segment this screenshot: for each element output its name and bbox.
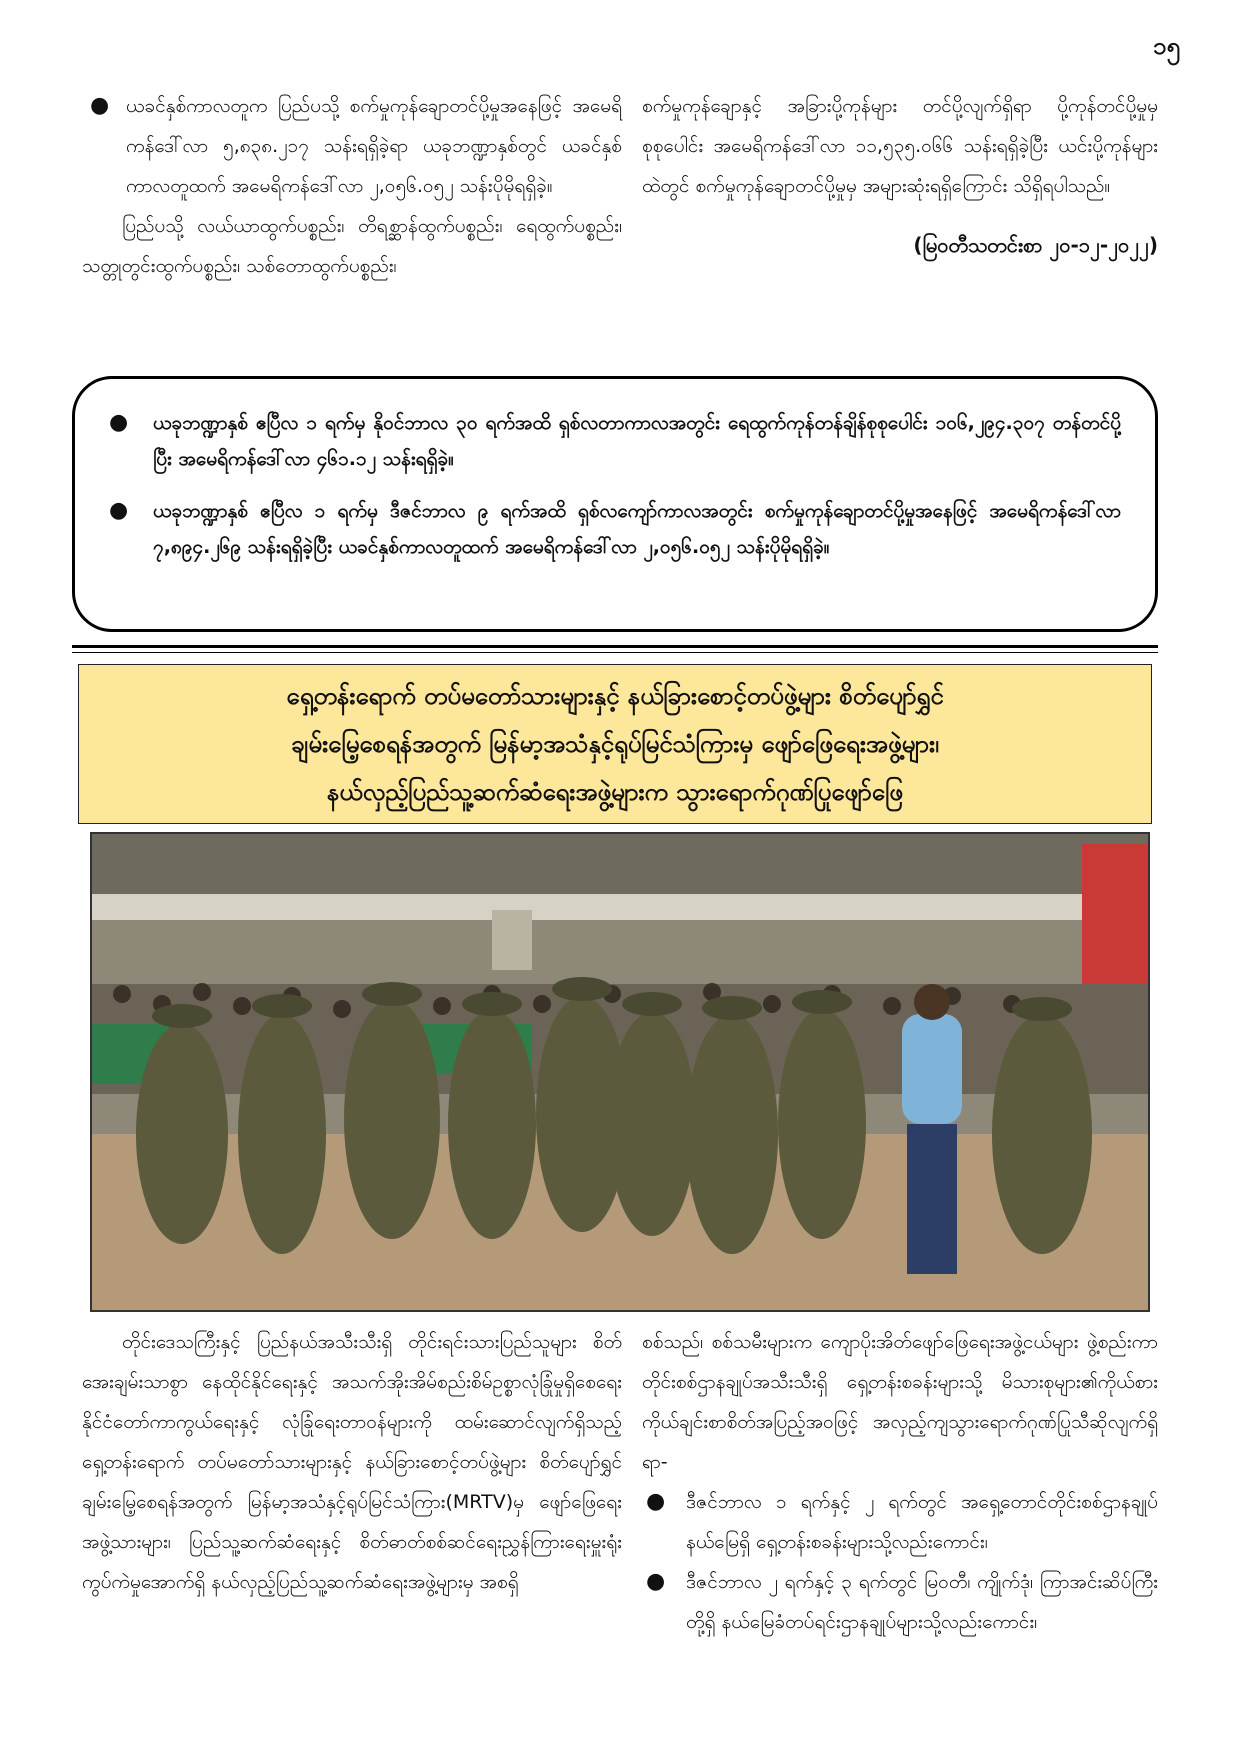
- bullet-icon: ●: [646, 1569, 666, 1594]
- list-item-text: ဒီဇင်ဘာလ ၁ ရက်နှင့် ၂ ရက်တွင် အရှေ့တောင်တိုင်းစစ်ဌာနချုပ်နယ်မြေရှိ ရှေ့တန်းစခန်းများသို့လည်းကောင်း၊: [686, 1491, 1158, 1553]
- highlight-text: ယခုဘဏ္ဍာနှစ် ဧပြီလ ၁ ရက်မှ နိုဝင်ဘာလ ၃၀ ရက်အထိ ရှစ်လတာကာလအတွင်း ရေထွက်ကုန်တန်ချိန်စုစုပေါင်း ၁၀၆,၂၉၄.၃၀၇ တန်တင်ပို့ပြီး အမေရိကန်ဒေါ်လာ ၄၆၁.၁၂ သန်းရရှိခဲ့။: [153, 412, 1121, 470]
- top-left-column: [82, 86, 622, 286]
- headline-line: ရှေ့တန်းရောက် တပ်မတော်သားများနှင့် နယ်ခြားစောင့်တပ်ဖွဲ့များ စိတ်ပျော်ရွှင်: [286, 682, 944, 710]
- section-divider: [72, 645, 1158, 653]
- headline-line: နယ်လှည့်ပြည်သူ့ဆက်ဆံရေးအဖွဲ့များက သွားရောက်ဂုဏ်ပြုဖျော်ဖြေ: [327, 778, 903, 806]
- body-paragraph: ပြည်ပသို့ လယ်ယာထွက်ပစ္စည်း၊ တိရစ္ဆာန်ထွက်ပစ္စည်း၊ ရေထွက်ပစ္စည်း၊ သတ္တုတွင်းထွက်ပစ္စည်း၊ သစ်တောထွက်ပစ္စည်း၊: [82, 215, 622, 277]
- bullet-paragraph: [82, 86, 622, 206]
- body-paragraph: တိုင်းဒေသကြီးနှင့် ပြည်နယ်အသီးသီးရှိ တိုင်းရင်းသားပြည်သူများ စိတ်အေးချမ်းသာစွာ နေထိုင်နိုင်ရေးနှင့် အသက်အိုးအိမ်စည်းစိမ်ဥစ္စာလုံခြုံမှုရှိစေရေး နိုင်ငံတော်ကာကွယ်ရေးနှင့် လုံခြုံရေးတာဝန်များကို ထမ်းဆောင်လျက်ရှိသည့် ရှေ့တန်းရောက် တပ်မတော်သားများနှင့် နယ်ခြားစောင့်တပ်ဖွဲ့များ စိတ်ပျော်ရွှင်ချမ်းမြေ့စေရန်အတွက် မြန်မာ့အသံနှင့်ရုပ်မြင်သံကြား(MRTV)မှ ဖျော်ဖြေရေးအဖွဲ့သားများ၊ ပြည်သူ့ဆက်ဆံရေးနှင့် စိတ်ဓာတ်စစ်ဆင်ရေးညွှန်ကြားရေးမှူးရုံး ကွပ်ကဲမှုအောက်ရှိ နယ်လှည့်ပြည်သူ့ဆက်ဆံရေးအဖွဲ့များမှ အစရှိ: [82, 1331, 622, 1593]
- list-item-text: ဒီဇင်ဘာလ ၂ ရက်နှင့် ၃ ရက်တွင် မြဝတီ၊ ကျိုက်ဒုံ၊ ကြာအင်းဆိပ်ကြီးတို့ရှိ နယ်မြေခံတပ်ရင်းဌာနချုပ်များသို့လည်းကောင်း၊: [686, 1571, 1158, 1633]
- source-citation: (မြဝတီသတင်းစာ ၂၀-၁၂-၂၀၂၂): [913, 233, 1158, 257]
- bullet-icon: ●: [646, 1489, 666, 1514]
- bottom-right-column: [642, 1322, 1158, 1642]
- photo-door: [492, 910, 532, 970]
- highlight-text: ယခုဘဏ္ဍာနှစ် ဧပြီလ ၁ ရက်မှ ဒီဇင်ဘာလ ၉ ရက်အထိ ရှစ်လကျော်ကာလအတွင်း စက်မှုကုန်ချောတင်ပို့မှုအနေဖြင့် အမေရိကန်ဒေါ်လာ ၇,၈၉၄.၂၆၉ သန်းရရှိခဲ့ပြီး ယခင်နှစ်ကာလတူထက် အမေရိကန်ဒေါ်လာ ၂,၀၅၆.၀၅၂ သန်းပိုမိုရရှိခဲ့။: [153, 500, 1121, 558]
- top-right-column: [642, 86, 1158, 262]
- body-paragraph: စစ်သည်၊ စစ်သမီးများက ကျောပိုးအိတ်ဖျော်ဖြေရေးအဖွဲ့ငယ်များ ဖွဲ့စည်းကာ တိုင်းစစ်ဌာနချုပ်အသီးသီးရှိ ရှေ့တန်းစခန်းများသို့ မိသားစုများ၏ကိုယ်စား ကိုယ်ချင်းစာစိတ်အပြည့်အဝဖြင့် အလှည့်ကျသွားရောက်ဂုဏ်ပြုသီဆိုလျက်ရှိရာ-: [642, 1331, 1158, 1473]
- headline-box: [78, 664, 1152, 824]
- body-paragraph: စက်မှုကုန်ချောနှင့် အခြားပို့ကုန်များ တင်ပို့လျက်ရှိရာ ပို့ကုန်တင်ပို့မှုမှ စုစုပေါင်း အမေရိကန်ဒေါ်လာ ၁၁,၅၃၅.၀၆၆ သန်းရရှိခဲ့ပြီး ယင်းပို့ကုန်များထဲတွင် စက်မှုကုန်ချောတင်ပို့မှုမှ အများဆုံးရရှိကြောင်း သိရှိရပါသည်။: [642, 95, 1158, 197]
- bullet-icon: ●: [109, 410, 129, 435]
- highlight-item: [109, 493, 1121, 565]
- bullet-icon: ●: [109, 498, 129, 523]
- photo-ceiling: [92, 834, 1148, 894]
- article-headline: [286, 672, 943, 816]
- photo-window-band: [92, 894, 1148, 920]
- bullet-icon: ●: [90, 93, 110, 118]
- highlight-box: [72, 376, 1158, 632]
- bullet-text: ယခင်နှစ်ကာလတူက ပြည်ပသို့ စက်မှုကုန်ချောတင်ပို့မှုအနေဖြင့် အမေရိကန်ဒေါ်လာ ၅,၈၃၈.၂၁၇ သန်းရရှိခဲ့ရာ ယခုဘဏ္ဍာနှစ်တွင် ယခင်နှစ်ကာလတူထက် အမေရိကန်ဒေါ်လာ ၂,၀၅၆.၀၅၂ သန်းပိုမိုရရှိခဲ့။: [126, 95, 622, 197]
- bottom-left-column: [82, 1322, 622, 1602]
- list-item: [642, 1562, 1158, 1642]
- headline-line: ချမ်းမြေ့စေရန်အတွက် မြန်မာ့အသံနှင့်ရုပ်မြင်သံကြားမှ ဖျော်ဖြေရေးအဖွဲ့များ၊: [291, 730, 939, 758]
- photo-illustration: [92, 834, 1148, 1310]
- list-item: [642, 1482, 1158, 1562]
- page-number: ၁၅: [1153, 32, 1180, 60]
- photo-banner: [1082, 844, 1148, 994]
- photo-performer: [902, 984, 962, 1274]
- article-photo: [90, 832, 1150, 1312]
- highlight-item: [109, 405, 1121, 477]
